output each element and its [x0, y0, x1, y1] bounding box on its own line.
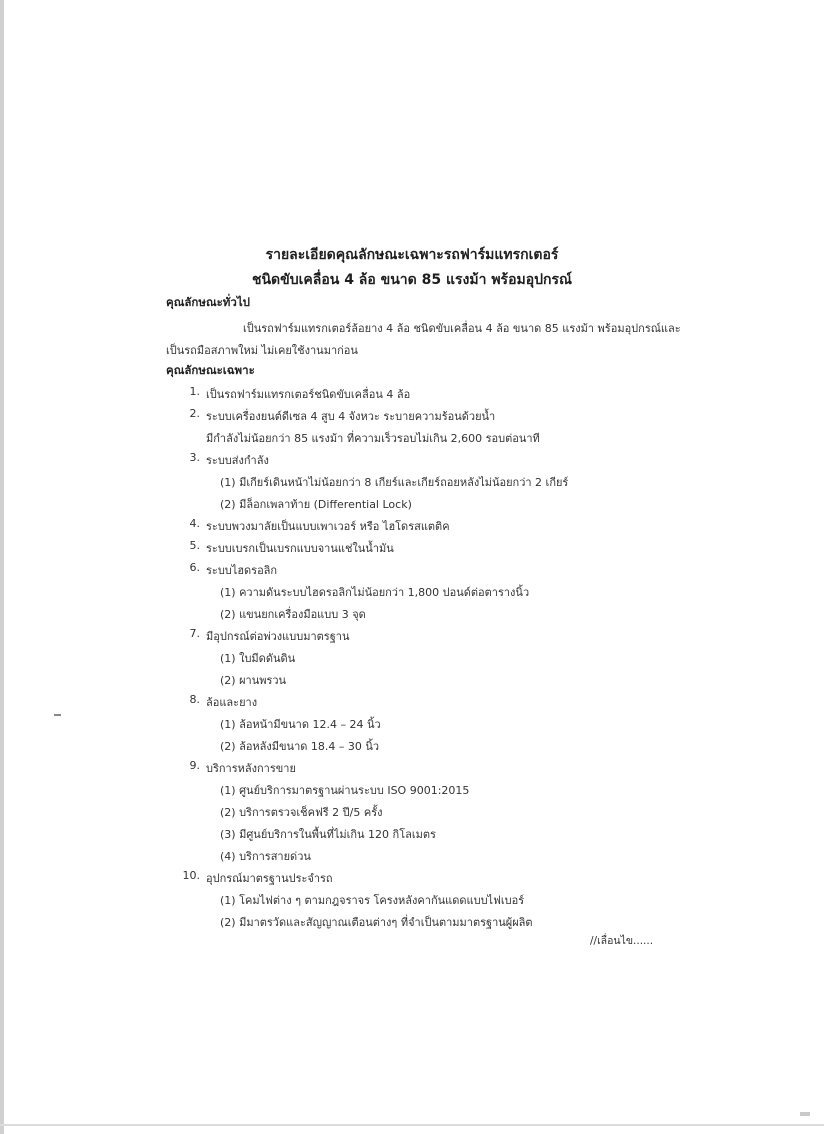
- list-item: ระบบส่งกำลัง: [206, 454, 269, 467]
- sub-item: (1) ล้อหน้ามีขนาด 12.4 – 24 นิ้ว: [220, 718, 381, 731]
- item-number: 2.: [189, 407, 200, 420]
- scan-artifact: [0, 1124, 824, 1126]
- item-number: 9.: [189, 759, 200, 772]
- item-number: 8.: [189, 693, 200, 706]
- list-item: ล้อและยาง: [206, 696, 258, 709]
- item-number: 6.: [189, 561, 200, 574]
- document-title-line2: ชนิดขับเคลื่อน 4 ล้อ ขนาด 85 แรงม้า พร้อมอุปกรณ์: [251, 272, 572, 288]
- sub-item: (2) ล้อหลังมีขนาด 18.4 – 30 นิ้ว: [220, 740, 380, 753]
- document-title-line1: รายละเอียดคุณลักษณะเฉพาะรถฟาร์มแทรกเตอร์: [265, 247, 559, 263]
- scan-mark: [54, 714, 61, 716]
- general-line-1: เป็นรถฟาร์มแทรกเตอร์ล้อยาง 4 ล้อ ชนิดขับเคลื่อน 4 ล้อ ขนาด 85 แรงม้า พร้อมอุปกรณ์และ: [243, 322, 681, 335]
- list-item: ระบบเบรกเป็นเบรกแบบจานแช่ในน้ำมัน: [206, 542, 394, 555]
- list-item: เป็นรถฟาร์มแทรกเตอร์ชนิดขับเคลื่อน 4 ล้อ: [206, 388, 411, 401]
- item-number: 10.: [182, 869, 200, 882]
- list-item: ระบบเครื่องยนต์ดีเซล 4 สูบ 4 จังหวะ ระบายความร้อนด้วยน้ำ: [206, 410, 496, 423]
- list-item: ระบบไฮดรอลิก: [206, 564, 278, 577]
- list-item: มีอุปกรณ์ต่อพ่วงแบบมาตรฐาน: [206, 630, 350, 643]
- list-item: ระบบพวงมาลัยเป็นแบบเพาเวอร์ หรือ ไฮโดรสแตติค: [206, 520, 450, 533]
- item-number: 1.: [189, 385, 200, 398]
- sub-item: (4) บริการสายด่วน: [220, 850, 311, 863]
- sub-item: (2) บริการตรวจเช็คฟรี 2 ปี/5 ครั้ง: [220, 806, 383, 819]
- item-number: 3.: [189, 451, 200, 464]
- item-number: 5.: [189, 539, 200, 552]
- sub-item: (1) โคมไฟต่าง ๆ ตามกฎจราจร โครงหลังคากันแดดแบบไฟเบอร์: [220, 894, 525, 907]
- scan-edge: [0, 0, 4, 1134]
- specific-heading: คุณลักษณะเฉพาะ: [166, 363, 255, 377]
- sub-item: (3) มีศูนย์บริการในพื้นที่ไม่เกิน 120 กิโลเมตร: [220, 828, 436, 841]
- sub-item: (1) มีเกียร์เดินหน้าไม่น้อยกว่า 8 เกียร์และเกียร์ถอยหลังไม่น้อยกว่า 2 เกียร์: [220, 476, 569, 489]
- sub-item: (2) มีมาตรวัดและสัญญาณเตือนต่างๆ ที่จำเป็นตามมาตรฐานผู้ผลิต: [220, 916, 533, 929]
- sub-item: (1) ความดันระบบไฮดรอลิกไม่น้อยกว่า 1,800 ปอนด์ต่อตารางนิ้ว: [220, 586, 530, 599]
- item-number: 7.: [189, 627, 200, 640]
- list-item: มีกำลังไม่น้อยกว่า 85 แรงม้า ที่ความเร็วรอบไม่เกิน 2,600 รอบต่อนาที: [206, 432, 540, 445]
- continued-note: //เลื่อนไข......: [590, 935, 654, 947]
- list-item: อุปกรณ์มาตรฐานประจำรถ: [206, 872, 333, 885]
- sub-item: (2) ผานพรวน: [220, 674, 287, 687]
- sub-item: (2) มีล็อกเพลาท้าย (Differential Lock): [220, 498, 412, 511]
- sub-item: (1) ใบมีดดันดิน: [220, 652, 296, 665]
- scan-artifact: [800, 1112, 810, 1116]
- general-heading: คุณลักษณะทั่วไป: [166, 295, 250, 309]
- item-number: 4.: [189, 517, 200, 530]
- sub-item: (2) แขนยกเครื่องมือแบบ 3 จุด: [220, 608, 366, 621]
- general-line-2: เป็นรถมือสภาพใหม่ ไม่เคยใช้งานมาก่อน: [166, 344, 358, 357]
- list-item: บริการหลังการขาย: [206, 762, 296, 775]
- sub-item: (1) ศูนย์บริการมาตรฐานผ่านระบบ ISO 9001:2015: [220, 784, 470, 797]
